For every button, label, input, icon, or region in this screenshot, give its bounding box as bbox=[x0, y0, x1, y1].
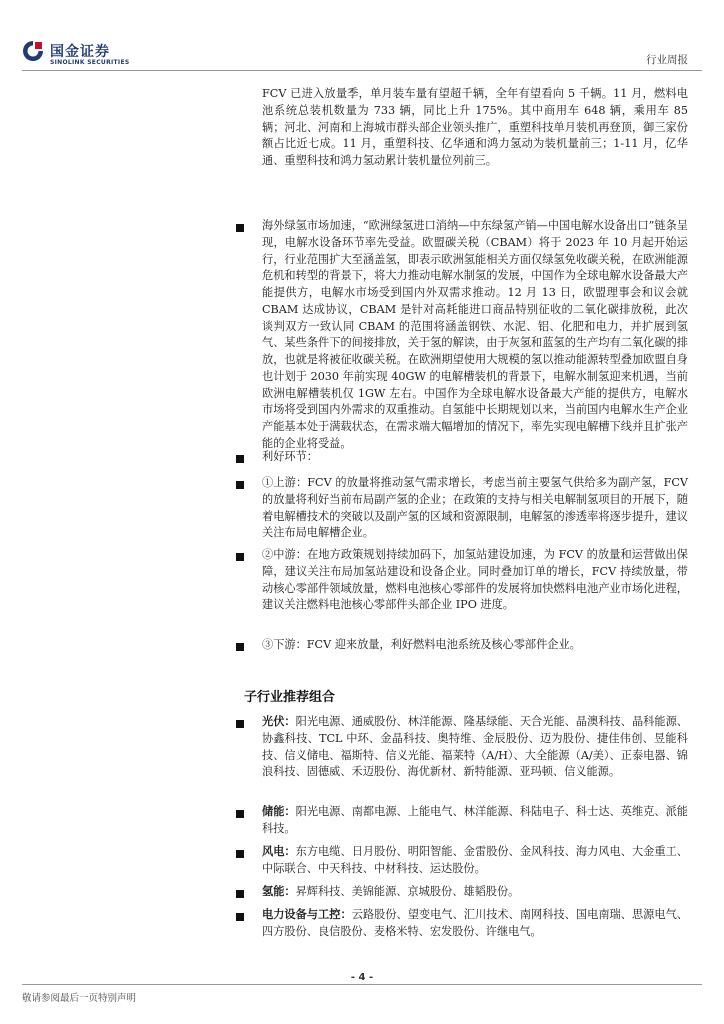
recommend-label: 储能： bbox=[262, 805, 296, 818]
recommend-label: 氢能： bbox=[262, 885, 296, 898]
paragraph-overseas-hydrogen: 海外绿氢市场加速，“欧洲绿氢进口消纳—中东绿氢产销—中国电解水设备出口”链条呈现，电解水设备环节率先受益。欧盟碳关税（CBAM）将于 2023 年 10 月起开始运行，行业范围扩大至涵盖氢，即表示欧洲氢能相关方面仅绿氢免收碳关税，在欧洲能源危机和转型的背景下，将大力推动电解水制氢的发展，中国作为全球电解水设备最大产能提供方，电解水市场受到国内外双需求推动。12 月 13 日，欧盟理事会和议会就 CBAM 达成协议，CBAM 是针对高耗能进口商品特别征收的二氧化碳排放税，此次谈判双方一致认同 CBAM 的范围将涵盖钢铁、水泥、铝、化肥和电力，并扩展到氢气、某些条件下的间接排放，关于氢的解读，由于灰氢和蓝氢的生产均有二氧化碳的排放，也就是将被征收碳关税。在欧洲期望使用大规模的氢以推动能源转型叠加欧盟自身也计划于 2030 年前实现 40GW 的电解槽装机的背景下，电解水制氢迎来机遇，当前欧洲电解槽装机仅 1GW 左右。中国作为全球电解水设备最大产能的提供方，电解水市场将受到国内外需求的双重推动。自氢能中长期规划以来，当前国内电解水生产企业产能基本处于满载状态，在需求端大幅增加的情况下，率先实现电解槽下线并且扩张产能的企业将受益。 bbox=[262, 219, 688, 450]
footer-divider bbox=[22, 984, 702, 985]
bullet-square-icon bbox=[236, 890, 244, 898]
report-type-label: 行业周报 bbox=[646, 54, 688, 66]
bullet-square-icon bbox=[236, 553, 244, 561]
header-divider bbox=[22, 70, 702, 71]
paragraph-upstream: ①上游：FCV 的放量将推动氢气需求增长，考虑当前主要氢气供给多为副产氢，FCV 的放量将利好当前布局副产氢的企业；在政策的支持与相关电解制氢项目的开展下，随着电解槽技术的突破以及副产氢的区域和资源限制，电解氢的渗透率将逐步提升，建议关注布局电解槽企业。 bbox=[262, 476, 688, 540]
page-number: - 4 - bbox=[350, 972, 374, 983]
recommend-label: 电力设备与工控： bbox=[262, 908, 352, 921]
bullet-square-icon bbox=[236, 224, 244, 232]
recommend-text: 东方电缆、日月股份、明阳智能、金雷股份、金风科技、海力风电、大金重工、中际联合、中天科技、中材科技、运达股份。 bbox=[262, 845, 688, 875]
recommend-label: 光伏： bbox=[262, 715, 296, 728]
page-header bbox=[0, 0, 724, 80]
paragraph-downstream: ③下游：FCV 迎来放量，利好燃料电池系统及核心零部件企业。 bbox=[262, 638, 581, 651]
bullet-square-icon bbox=[236, 643, 244, 651]
footer-disclaimer: 敬请参阅最后一页特别声明 bbox=[22, 993, 137, 1004]
brand-logo-icon bbox=[22, 40, 44, 62]
brand-name-en: SINOLINK SECURITIES bbox=[50, 59, 130, 66]
recommend-text: 云路股份、望变电气、汇川技术、南网科技、国电南瑞、思源电气、四方股份、良信股份、麦格米特、宏发股份、许继电气。 bbox=[262, 908, 688, 938]
paragraph-fcv: FCV 已进入放量季，单月装车量有望超千辆，全年有望看向 5 千辆。11 月，燃料电池系统总装机数量为 733 辆，同比上升 175%。其中商用车 648 辆，乘用车 85 辆；河北、河南和上海城市群头部企业领头推广，重塑科技单月装机再登顶，御三家份额占比近七成。11 月，重塑科技、亿华通和鸿力氢动为装机量前三；1-11 月，亿华通、重塑科技和鸿力氢动累计装机量位列前三。 bbox=[262, 87, 688, 167]
section-title-recommend: 子行业推荐组合 bbox=[244, 690, 336, 705]
recommend-text: 阳光电源、南都电源、上能电气、林洋能源、科陆电子、科士达、英维克、派能科技。 bbox=[262, 805, 688, 835]
brand-name-cn: 国金证券 bbox=[50, 44, 110, 60]
recommend-item-wind bbox=[262, 844, 688, 878]
bullet-square-icon bbox=[236, 810, 244, 818]
recommend-item-power-equipment bbox=[262, 907, 688, 941]
recommend-label: 风电： bbox=[262, 845, 296, 858]
recommend-item-pv bbox=[262, 714, 688, 781]
bullet-square-icon bbox=[236, 913, 244, 921]
recommend-text: 昇辉科技、美锦能源、京城股份、雄韬股份。 bbox=[295, 885, 520, 898]
bullet-square-icon bbox=[236, 720, 244, 728]
recommend-item-hydrogen bbox=[262, 884, 688, 901]
paragraph-benefit-title: 利好环节： bbox=[262, 450, 318, 463]
bullet-square-icon bbox=[236, 455, 244, 463]
recommend-item-storage bbox=[262, 804, 688, 838]
paragraph-midstream: ②中游：在地方政策规划持续加码下，加氢站建设加速，为 FCV 的放量和运营做出保障，建议关注布局加氢站建设和设备企业。同时叠加订单的增长，FCV 持续放量，带动核心零部件领域放量，燃料电池核心零部件的发展将加快燃料电池产业市场化进程，建议关注燃料电池核心零部件头部企业 IPO 进度。 bbox=[262, 548, 688, 612]
bullet-square-icon bbox=[236, 481, 244, 489]
bullet-square-icon bbox=[236, 850, 244, 858]
recommend-text: 阳光电源、通威股份、林洋能源、隆基绿能、天合光能、晶澳科技、晶科能源、协鑫科技、TCL 中环、金晶科技、奥特维、金辰股份、迈为股份、捷佳伟创、昱能科技、信义储电、福斯特、信义光能、福莱特（A/H）、大全能源（A/美）、正泰电器、锦浪科技、固德威、禾迈股份、海优新材、新特能源、亚玛顿、信义能源。 bbox=[262, 715, 688, 779]
